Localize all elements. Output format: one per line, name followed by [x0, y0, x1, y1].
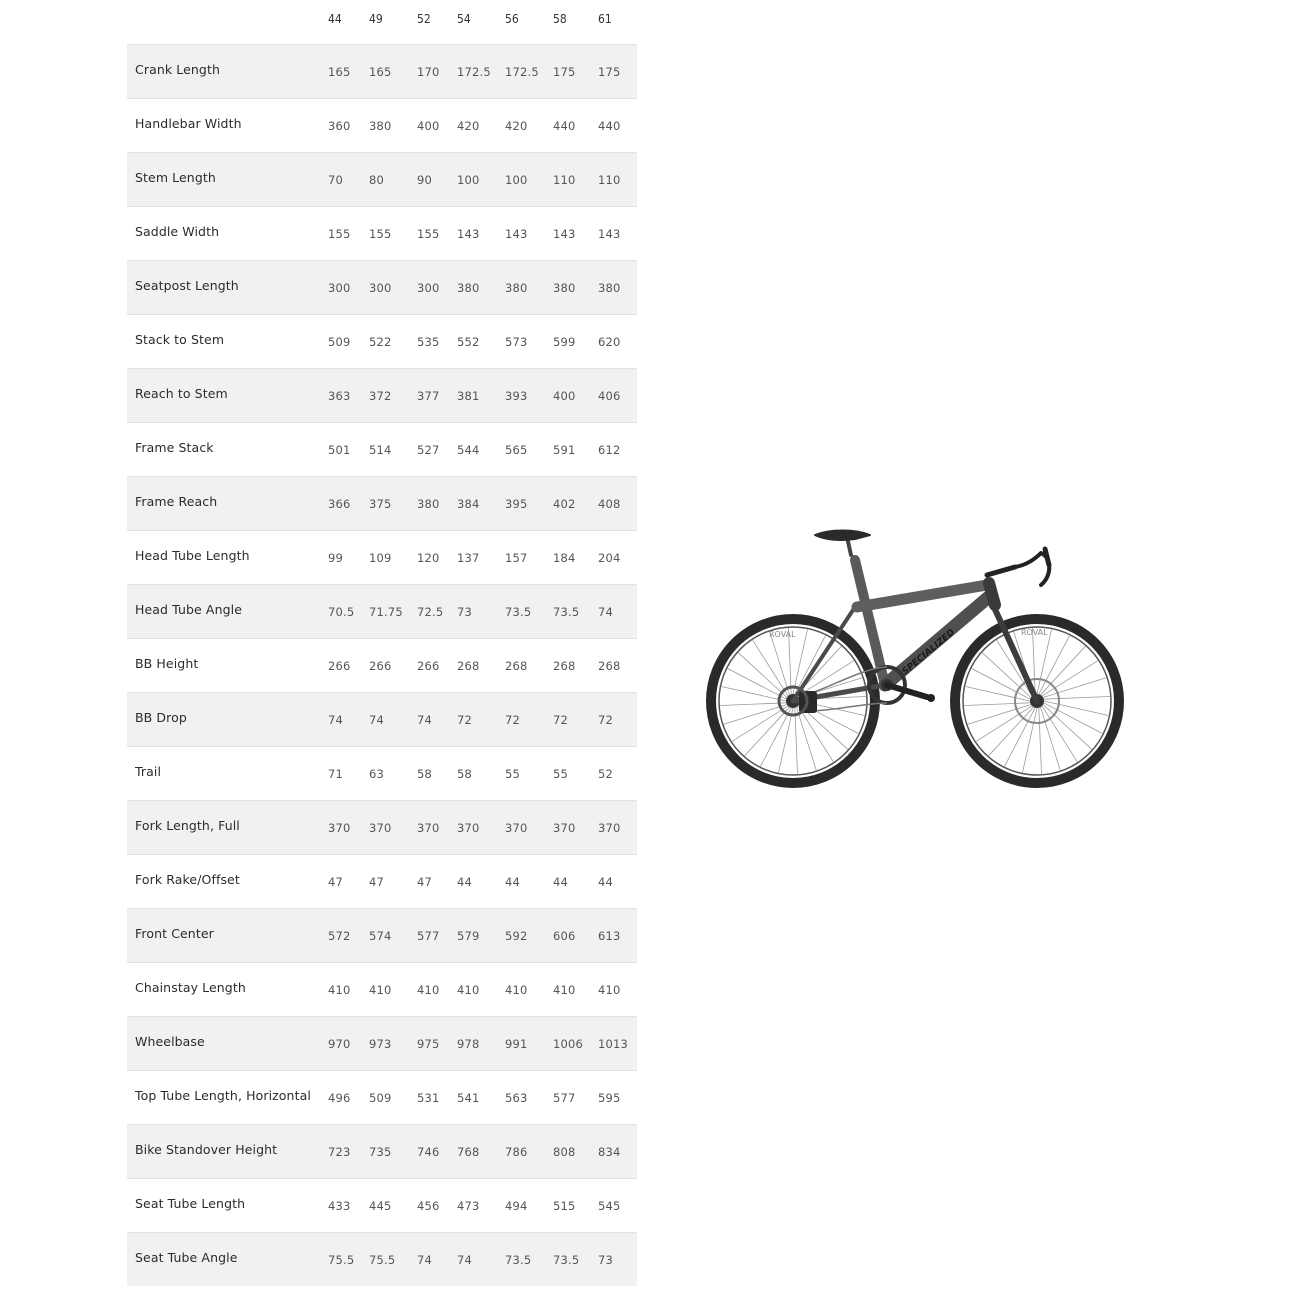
table-cell: 370 — [369, 821, 392, 835]
table-cell: 70 — [328, 173, 344, 187]
row-label: Head Tube Angle — [135, 602, 242, 617]
row-label: BB Drop — [135, 710, 187, 725]
size-header: 44 — [328, 12, 342, 26]
table-cell: 137 — [457, 551, 480, 565]
table-cell: 408 — [598, 497, 621, 511]
table-cell: 473 — [457, 1199, 480, 1213]
table-row — [127, 746, 637, 800]
table-cell: 155 — [328, 227, 351, 241]
table-cell: 440 — [553, 119, 576, 133]
table-cell: 71 — [328, 767, 344, 781]
table-cell: 746 — [417, 1145, 440, 1159]
table-cell: 606 — [553, 929, 576, 943]
table-cell: 393 — [505, 389, 528, 403]
table-cell: 172.5 — [505, 65, 539, 79]
row-label: Fork Length, Full — [135, 818, 240, 833]
table-cell: 63 — [369, 767, 385, 781]
table-cell: 440 — [598, 119, 621, 133]
table-cell: 72.5 — [417, 605, 444, 619]
wheel-brand: ROVAL — [769, 630, 796, 639]
wheel-brand: ROVAL — [1021, 628, 1048, 637]
table-cell: 1013 — [598, 1037, 629, 1051]
table-cell: 109 — [369, 551, 392, 565]
table-cell: 410 — [457, 983, 480, 997]
table-cell: 266 — [328, 659, 351, 673]
table-cell: 410 — [598, 983, 621, 997]
table-row — [127, 44, 637, 98]
table-cell: 370 — [457, 821, 480, 835]
table-cell: 71.75 — [369, 605, 403, 619]
table-cell: 99 — [328, 551, 344, 565]
table-cell: 165 — [328, 65, 351, 79]
table-cell: 100 — [505, 173, 528, 187]
table-cell: 400 — [417, 119, 440, 133]
table-row — [127, 1178, 637, 1232]
size-header-row — [127, 0, 637, 44]
table-cell: 501 — [328, 443, 351, 457]
table-cell: 380 — [457, 281, 480, 295]
table-cell: 47 — [328, 875, 344, 889]
row-label: Fork Rake/Offset — [135, 872, 240, 887]
table-cell: 74 — [457, 1253, 473, 1267]
table-row — [127, 530, 637, 584]
table-cell: 370 — [505, 821, 528, 835]
row-label: Seat Tube Length — [135, 1196, 246, 1211]
table-cell: 545 — [598, 1199, 621, 1213]
table-cell: 410 — [553, 983, 576, 997]
size-header: 49 — [369, 12, 383, 26]
table-cell: 268 — [505, 659, 528, 673]
table-cell: 110 — [598, 173, 621, 187]
table-cell: 70.5 — [328, 605, 355, 619]
table-cell: 768 — [457, 1145, 480, 1159]
row-label: Saddle Width — [135, 224, 220, 239]
row-label: Top Tube Length, Horizontal — [135, 1088, 311, 1103]
table-cell: 75.5 — [328, 1253, 355, 1267]
table-row — [127, 908, 637, 962]
table-cell: 420 — [505, 119, 528, 133]
table-cell: 509 — [369, 1091, 392, 1105]
table-cell: 572 — [328, 929, 351, 943]
table-cell: 574 — [369, 929, 392, 943]
table-cell: 72 — [598, 713, 614, 727]
table-row — [127, 152, 637, 206]
table-cell: 366 — [328, 497, 351, 511]
table-cell: 410 — [328, 983, 351, 997]
table-cell: 1006 — [553, 1037, 584, 1051]
table-cell: 300 — [417, 281, 440, 295]
table-cell: 978 — [457, 1037, 480, 1051]
table-cell: 565 — [505, 443, 528, 457]
table-cell: 400 — [553, 389, 576, 403]
table-cell: 363 — [328, 389, 351, 403]
table-cell: 595 — [598, 1091, 621, 1105]
table-cell: 410 — [369, 983, 392, 997]
row-label: Stack to Stem — [135, 332, 225, 347]
row-label: Crank Length — [135, 62, 220, 77]
table-row — [127, 962, 637, 1016]
table-cell: 563 — [505, 1091, 528, 1105]
row-label: Wheelbase — [135, 1034, 205, 1049]
row-label: Frame Stack — [135, 440, 214, 455]
table-cell: 577 — [417, 929, 440, 943]
table-cell: 47 — [369, 875, 385, 889]
table-cell: 384 — [457, 497, 480, 511]
table-row — [127, 1016, 637, 1070]
size-header: 58 — [553, 12, 567, 26]
table-cell: 75.5 — [369, 1253, 396, 1267]
table-cell: 380 — [598, 281, 621, 295]
table-cell: 375 — [369, 497, 392, 511]
table-row — [127, 422, 637, 476]
table-cell: 541 — [457, 1091, 480, 1105]
table-cell: 165 — [369, 65, 392, 79]
table-cell: 372 — [369, 389, 392, 403]
table-cell: 433 — [328, 1199, 351, 1213]
table-cell: 377 — [417, 389, 440, 403]
table-cell: 204 — [598, 551, 621, 565]
table-cell: 723 — [328, 1145, 351, 1159]
table-cell: 592 — [505, 929, 528, 943]
table-cell: 552 — [457, 335, 480, 349]
table-cell: 55 — [505, 767, 521, 781]
table-cell: 522 — [369, 335, 392, 349]
geometry-rows — [127, 44, 637, 1286]
table-cell: 80 — [369, 173, 385, 187]
table-cell: 110 — [553, 173, 576, 187]
geometry-table — [127, 0, 637, 1286]
table-row — [127, 98, 637, 152]
table-row — [127, 1070, 637, 1124]
row-label: Seatpost Length — [135, 278, 239, 293]
table-cell: 380 — [553, 281, 576, 295]
table-cell: 370 — [328, 821, 351, 835]
table-cell: 74 — [369, 713, 385, 727]
table-cell: 514 — [369, 443, 392, 457]
row-label: Head Tube Length — [135, 548, 250, 563]
frame-brand: SPECIALIZED — [900, 627, 958, 678]
table-cell: 973 — [369, 1037, 392, 1051]
row-label: Front Center — [135, 926, 214, 941]
table-cell: 44 — [505, 875, 521, 889]
table-cell: 515 — [553, 1199, 576, 1213]
table-cell: 370 — [553, 821, 576, 835]
table-row — [127, 476, 637, 530]
table-cell: 380 — [505, 281, 528, 295]
table-cell: 74 — [417, 1253, 433, 1267]
table-cell: 143 — [457, 227, 480, 241]
table-cell: 494 — [505, 1199, 528, 1213]
size-header: 56 — [505, 12, 519, 26]
table-cell: 381 — [457, 389, 480, 403]
table-cell: 120 — [417, 551, 440, 565]
row-label: Chainstay Length — [135, 980, 246, 995]
size-header: 52 — [417, 12, 431, 26]
table-cell: 172.5 — [457, 65, 491, 79]
table-row — [127, 368, 637, 422]
table-row — [127, 800, 637, 854]
table-cell: 410 — [505, 983, 528, 997]
table-cell: 155 — [369, 227, 392, 241]
table-cell: 612 — [598, 443, 621, 457]
table-cell: 380 — [369, 119, 392, 133]
table-cell: 970 — [328, 1037, 351, 1051]
table-cell: 591 — [553, 443, 576, 457]
table-cell: 58 — [457, 767, 473, 781]
table-cell: 73.5 — [553, 605, 580, 619]
table-cell: 170 — [417, 65, 440, 79]
table-cell: 73.5 — [505, 1253, 532, 1267]
table-cell: 266 — [369, 659, 392, 673]
table-row — [127, 1124, 637, 1178]
table-cell: 266 — [417, 659, 440, 673]
table-row — [127, 638, 637, 692]
size-header: 61 — [598, 12, 612, 26]
road-bike-image — [705, 525, 1135, 795]
table-cell: 735 — [369, 1145, 392, 1159]
table-cell: 73 — [457, 605, 473, 619]
table-cell: 72 — [553, 713, 569, 727]
table-cell: 90 — [417, 173, 433, 187]
table-row — [127, 584, 637, 638]
table-cell: 73.5 — [553, 1253, 580, 1267]
table-cell: 599 — [553, 335, 576, 349]
table-cell: 100 — [457, 173, 480, 187]
table-cell: 527 — [417, 443, 440, 457]
table-cell: 579 — [457, 929, 480, 943]
table-cell: 44 — [553, 875, 569, 889]
table-cell: 44 — [457, 875, 473, 889]
size-header: 54 — [457, 12, 471, 26]
table-cell: 406 — [598, 389, 621, 403]
table-cell: 544 — [457, 443, 480, 457]
table-cell: 44 — [598, 875, 614, 889]
row-label: Frame Reach — [135, 494, 218, 509]
table-row — [127, 692, 637, 746]
table-cell: 74 — [328, 713, 344, 727]
table-cell: 991 — [505, 1037, 528, 1051]
table-cell: 143 — [598, 227, 621, 241]
table-cell: 143 — [553, 227, 576, 241]
table-cell: 52 — [598, 767, 614, 781]
table-cell: 577 — [553, 1091, 576, 1105]
table-cell: 74 — [417, 713, 433, 727]
frame — [793, 531, 1049, 702]
row-label: Trail — [135, 764, 162, 779]
table-cell: 613 — [598, 929, 621, 943]
table-cell: 786 — [505, 1145, 528, 1159]
table-cell: 47 — [417, 875, 433, 889]
table-row — [127, 854, 637, 908]
table-cell: 55 — [553, 767, 569, 781]
table-cell: 420 — [457, 119, 480, 133]
table-cell: 74 — [598, 605, 614, 619]
table-cell: 175 — [598, 65, 621, 79]
table-cell: 620 — [598, 335, 621, 349]
table-row — [127, 260, 637, 314]
table-cell: 73.5 — [505, 605, 532, 619]
row-label: Stem Length — [135, 170, 216, 185]
table-cell: 268 — [457, 659, 480, 673]
table-cell: 410 — [417, 983, 440, 997]
row-label: Seat Tube Angle — [135, 1250, 238, 1265]
table-cell: 72 — [457, 713, 473, 727]
table-cell: 395 — [505, 497, 528, 511]
table-cell: 143 — [505, 227, 528, 241]
table-cell: 300 — [369, 281, 392, 295]
table-cell: 300 — [328, 281, 351, 295]
row-label: BB Height — [135, 656, 199, 671]
table-cell: 72 — [505, 713, 521, 727]
table-cell: 834 — [598, 1145, 621, 1159]
table-cell: 402 — [553, 497, 576, 511]
table-cell: 496 — [328, 1091, 351, 1105]
table-row — [127, 314, 637, 368]
table-cell: 155 — [417, 227, 440, 241]
table-cell: 456 — [417, 1199, 440, 1213]
table-cell: 975 — [417, 1037, 440, 1051]
table-cell: 370 — [598, 821, 621, 835]
row-label: Reach to Stem — [135, 386, 228, 401]
row-label: Handlebar Width — [135, 116, 242, 131]
table-row — [127, 1232, 637, 1286]
table-cell: 175 — [553, 65, 576, 79]
table-cell: 360 — [328, 119, 351, 133]
table-cell: 58 — [417, 767, 433, 781]
table-cell: 73 — [598, 1253, 614, 1267]
table-cell: 445 — [369, 1199, 392, 1213]
table-cell: 573 — [505, 335, 528, 349]
table-cell: 509 — [328, 335, 351, 349]
row-label: Bike Standover Height — [135, 1142, 278, 1157]
table-cell: 531 — [417, 1091, 440, 1105]
table-cell: 184 — [553, 551, 576, 565]
table-cell: 268 — [553, 659, 576, 673]
table-cell: 157 — [505, 551, 528, 565]
table-row — [127, 206, 637, 260]
table-cell: 808 — [553, 1145, 576, 1159]
table-cell: 268 — [598, 659, 621, 673]
table-cell: 535 — [417, 335, 440, 349]
table-cell: 370 — [417, 821, 440, 835]
table-cell: 380 — [417, 497, 440, 511]
